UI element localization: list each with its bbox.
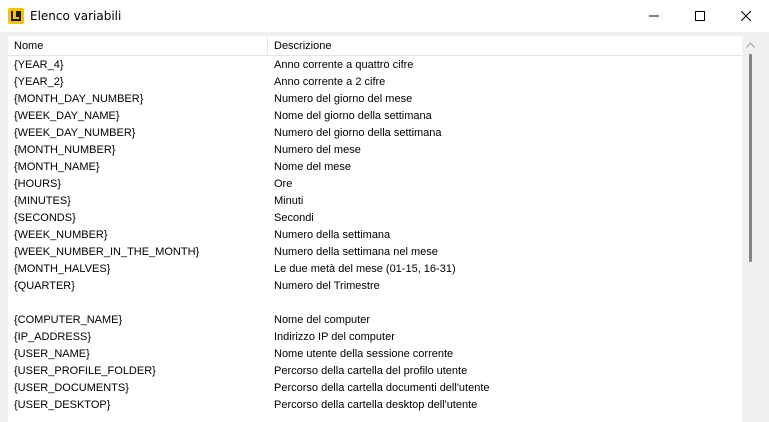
- variable-name: {MONTH_HALVES}: [14, 263, 111, 275]
- list-item[interactable]: [8, 74, 742, 91]
- column-divider[interactable]: [267, 36, 268, 56]
- variables-list[interactable]: [8, 36, 742, 422]
- variable-description: Nome del giorno della settimana: [274, 110, 432, 122]
- list-item[interactable]: [8, 91, 742, 108]
- variable-description: Percorso della cartella documenti dell'utente: [274, 382, 490, 394]
- list-item[interactable]: [8, 244, 742, 261]
- list-item[interactable]: [8, 159, 742, 176]
- variable-name: {WEEK_DAY_NAME}: [14, 110, 120, 122]
- variable-name: {MINUTES}: [14, 195, 71, 207]
- list-item[interactable]: [8, 380, 742, 397]
- variable-description: Percorso della cartella desktop dell'utente: [274, 399, 478, 411]
- close-icon: [741, 11, 751, 21]
- window-client-area: [0, 32, 769, 422]
- variable-name: {USER_DOCUMENTS}: [14, 382, 129, 394]
- scroll-thumb[interactable]: [749, 54, 752, 262]
- variable-description: Le due metà del mese (01-15, 16-31): [274, 263, 456, 275]
- variable-description: Numero della settimana: [274, 229, 391, 241]
- app-icon: [8, 8, 24, 24]
- list-item[interactable]: [8, 108, 742, 125]
- variable-name: {IP_ADDRESS}: [14, 331, 92, 343]
- variable-name: {YEAR_4}: [14, 59, 64, 71]
- close-button[interactable]: [723, 0, 769, 32]
- variable-name: {USER_DESKTOP}: [14, 399, 111, 411]
- variable-description: Numero del giorno del mese: [274, 93, 413, 105]
- minimize-icon: [649, 11, 659, 21]
- variable-description: Numero della settimana nel mese: [274, 246, 438, 258]
- minimize-button[interactable]: [631, 0, 677, 32]
- list-item[interactable]: [8, 278, 742, 295]
- variable-description: Anno corrente a quattro cifre: [274, 59, 414, 71]
- list-item[interactable]: [8, 363, 742, 380]
- variable-name: {MONTH_DAY_NUMBER}: [14, 93, 144, 105]
- list-item[interactable]: [8, 193, 742, 210]
- maximize-icon: [695, 11, 705, 21]
- variable-description: Percorso della cartella del profilo utente: [274, 365, 468, 377]
- variable-description: Anno corrente a 2 cifre: [274, 76, 386, 88]
- variable-description: Nome utente della sessione corrente: [274, 348, 454, 360]
- variable-name: {MONTH_NAME}: [14, 161, 100, 173]
- variable-description: Minuti: [274, 195, 304, 207]
- list-item[interactable]: [8, 346, 742, 363]
- column-header-name[interactable]: Nome: [14, 40, 44, 52]
- variable-name: {USER_PROFILE_FOLDER}: [14, 365, 156, 377]
- variable-description: Ore: [274, 178, 293, 190]
- list-item[interactable]: [8, 176, 742, 193]
- variable-description: Secondi: [274, 212, 314, 224]
- variable-description: Numero del mese: [274, 144, 361, 156]
- list-item[interactable]: [8, 312, 742, 329]
- variable-name: {WEEK_NUMBER_IN_THE_MONTH}: [14, 246, 200, 258]
- variable-description: Numero del Trimestre: [274, 280, 380, 292]
- list-item[interactable]: [8, 295, 742, 312]
- variable-name: {SECONDS}: [14, 212, 76, 224]
- variable-name: {USER_NAME}: [14, 348, 90, 360]
- variable-name: {YEAR_2}: [14, 76, 64, 88]
- list-item[interactable]: [8, 329, 742, 346]
- variable-description: Indirizzo IP del computer: [274, 331, 395, 343]
- window-title: Elenco variabili: [30, 9, 122, 23]
- variable-name: {MONTH_NUMBER}: [14, 144, 116, 156]
- title-bar[interactable]: [0, 0, 769, 32]
- variable-name: {QUARTER}: [14, 280, 75, 292]
- list-header: [8, 36, 742, 56]
- list-item[interactable]: [8, 57, 742, 74]
- variable-description: Nome del computer: [274, 314, 370, 326]
- chevron-up-icon: [746, 42, 755, 48]
- list-item[interactable]: [8, 227, 742, 244]
- column-header-description[interactable]: Descrizione: [274, 40, 332, 52]
- list-item[interactable]: [8, 261, 742, 278]
- maximize-button[interactable]: [677, 0, 723, 32]
- scroll-up-button[interactable]: [742, 36, 759, 53]
- list-item[interactable]: [8, 210, 742, 227]
- list-rows: [8, 57, 742, 414]
- list-item[interactable]: [8, 125, 742, 142]
- vertical-scrollbar[interactable]: [742, 36, 759, 422]
- variable-description: Numero del giorno della settimana: [274, 127, 442, 139]
- variable-name: {HOURS}: [14, 178, 62, 190]
- list-item[interactable]: [8, 397, 742, 414]
- variable-name: {WEEK_DAY_NUMBER}: [14, 127, 136, 139]
- variable-description: Nome del mese: [274, 161, 352, 173]
- variable-name: {WEEK_NUMBER}: [14, 229, 108, 241]
- variable-name: {COMPUTER_NAME}: [14, 314, 123, 326]
- list-item[interactable]: [8, 142, 742, 159]
